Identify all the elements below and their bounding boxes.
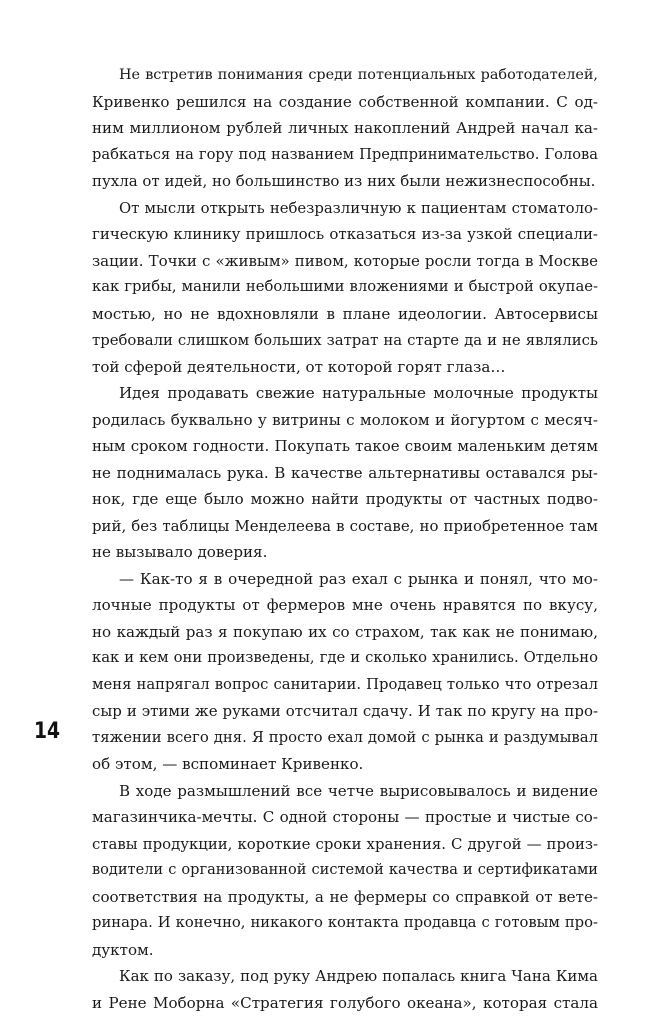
text-line: пухла от идей, но большинство из них были нежизнеспособны. [92, 168, 598, 195]
text-line: Не встретив понимания среди потенциальных работодателей, [92, 62, 598, 89]
paragraph-3 [92, 380, 598, 566]
text-line: и Рене Моборна «Стратегия голубого океана», которая стала [92, 990, 598, 1016]
text-line: об этом, — вспоминает Кривенко. [92, 751, 598, 778]
text-line: нок, где еще было можно найти продукты от частных подво- [92, 486, 598, 513]
text-line: требовали слишком больших затрат на старте да и не являлись [92, 327, 598, 354]
paragraph-6 [92, 963, 598, 1016]
text-line: ним миллионом рублей личных накоплений Андрей начал ка- [92, 115, 598, 142]
text-line: той сферой деятельности, от которой горят глаза… [92, 354, 598, 381]
text-line: гическую клинику пришлось отказаться из-за узкой специали- [92, 221, 598, 248]
text-line: рабкаться на гору под названием Предпринимательство. Голова [92, 142, 598, 169]
text-line: Как по заказу, под руку Андрею попалась книга Чана Кима [92, 963, 598, 990]
text-line: ным сроком годности. Покупать такое своим маленьким детям [92, 433, 598, 460]
text-line: но каждый раз я покупаю их со страхом, так как не понимаю, [92, 619, 598, 646]
paragraph-2 [92, 195, 598, 381]
text-line: рий, без таблицы Менделеева в составе, но приобретенное там [92, 513, 598, 540]
text-line: От мысли открыть небезразличную к пациентам стоматоло- [92, 195, 598, 222]
text-line: ринара. И конечно, никакого контакта продавца с готовым про- [92, 910, 598, 937]
text-line: не поднималась рука. В качестве альтернативы оставался ры- [92, 460, 598, 487]
text-line: ставы продукции, короткие сроки хранения. С другой — произ- [92, 831, 598, 858]
page-number: 14 [34, 718, 60, 746]
text-line: тяжении всего дня. Я просто ехал домой с рынка и раздумывал [92, 725, 598, 752]
text-line: соответствия на продукты, а не фермеры со справкой от вете- [92, 884, 598, 911]
text-line: Кривенко решился на создание собственной компании. С од- [92, 89, 598, 116]
text-line: магазинчика-мечты. С одной стороны — простые и чистые со- [92, 804, 598, 831]
text-line: родилась буквально у витрины с молоком и йогуртом с месяч- [92, 407, 598, 434]
text-line: меня напрягал вопрос санитарии. Продавец только что отрезал [92, 672, 598, 699]
paragraph-4 [92, 566, 598, 778]
paragraph-5 [92, 778, 598, 964]
text-line: водители с организованной системой качества и сертификатами [92, 857, 598, 884]
text-line: мостью, но не вдохновляли в плане идеологии. Автосервисы [92, 301, 598, 328]
paragraph-1 [92, 62, 598, 195]
text-line: Идея продавать свежие натуральные молочные продукты [92, 380, 598, 407]
text-line: как и кем они произведены, где и сколько хранились. Отдельно [92, 645, 598, 672]
text-line: сыр и этими же руками отсчитал сдачу. И так по кругу на про- [92, 698, 598, 725]
text-line: В ходе размышлений все четче вырисовывалось и видение [92, 778, 598, 805]
text-line: лочные продукты от фермеров мне очень нравятся по вкусу, [92, 592, 598, 619]
text-line: — Как-то я в очередной раз ехал с рынка и понял, что мо- [92, 566, 598, 593]
text-line: не вызывало доверия. [92, 539, 598, 566]
text-line: дуктом. [92, 937, 598, 964]
text-line: зации. Точки с «живым» пивом, которые росли тогда в Москве [92, 248, 598, 275]
body-text [92, 62, 598, 1016]
text-line: как грибы, манили небольшими вложениями и быстрой окупае- [92, 274, 598, 301]
